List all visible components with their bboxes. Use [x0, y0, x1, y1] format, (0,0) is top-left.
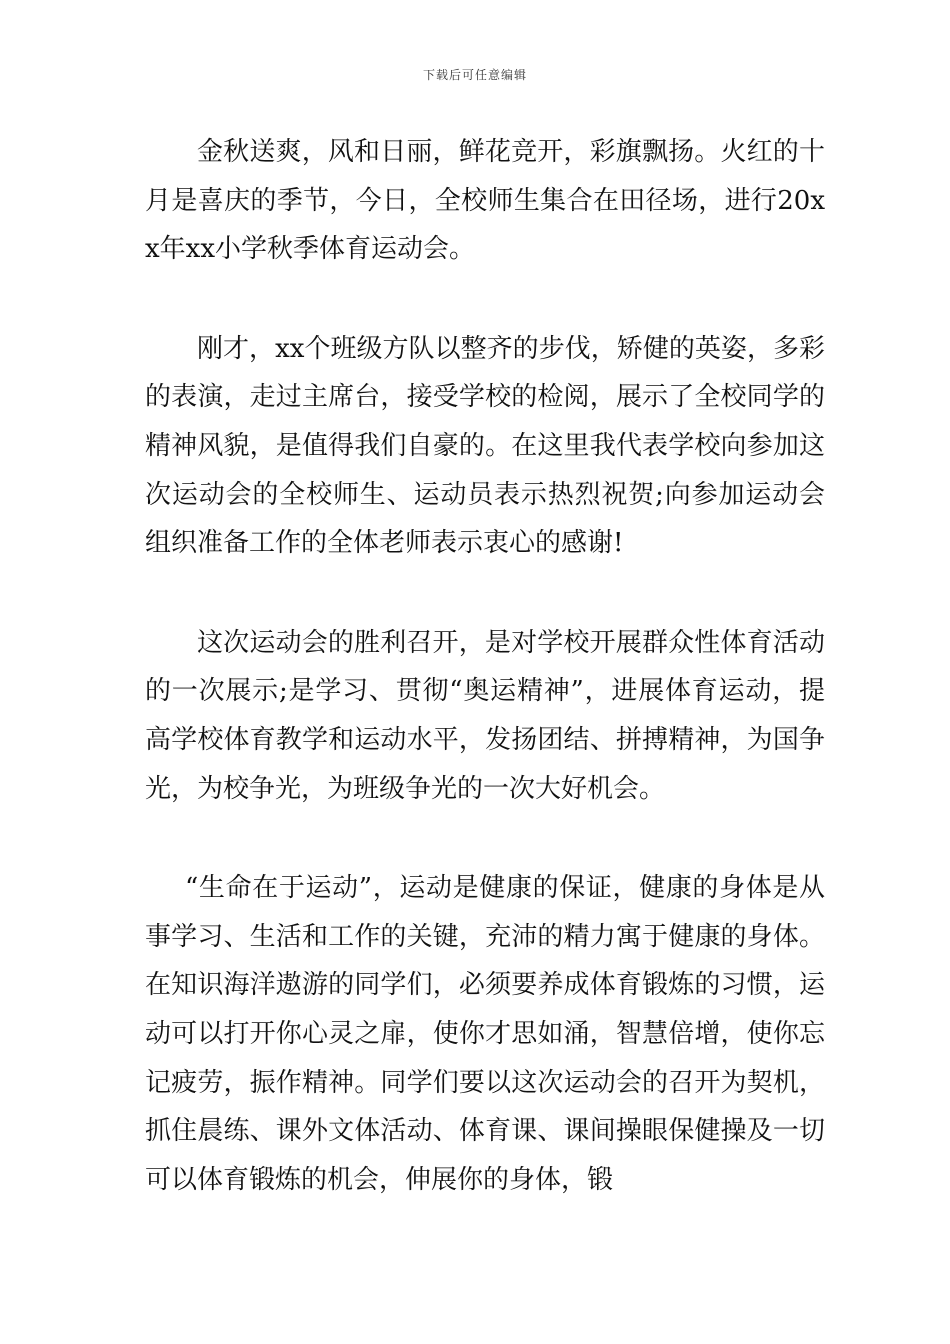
header-note: 下载后可任意编辑 [422, 68, 527, 82]
paragraph-4: “生命在于运动”，运动是健康的保证，健康的身体是从事学习、生活和工作的关键，充沛的精力寓于健康的身体。在知识海洋遨游的同学们，必须要养成体育锻炼的习惯，运动可以打开你心灵之扉，使你才思如涌，智慧倍增，使你忘记疲劳，振作精神。同学们要以这次运动会的召开为契机，抓住晨练、课外文体活动、体育课、课间操眼保健操及一切可以体育锻炼的机会，伸展你的身体，锻 [145, 873, 825, 1195]
paragraph-3: 这次运动会的胜利召开，是对学校开展群众性体育活动的一次展示;是学习、贯彻“奥运精神”，进展体育运动，提高学校体育教学和运动水平，发扬团结、拼搏精神，为国争光，为校争光，为班级争光的一次大好机会。 [145, 627, 825, 804]
paragraph-2: 刚才，xx个班级方队以整齐的步伐，矫健的英姿，多彩的表演，走过主席台，接受学校的检阅，展示了全校同学的精神风貌，是值得我们自豪的。在这里我代表学校向参加这次运动会的全校师生、运动员表示热烈祝贺;向参加运动会组织准备工作的全体老师表示衷心的感谢! [145, 333, 825, 559]
paragraph-1: 金秋送爽，风和日丽，鲜花竞开，彩旗飘扬。火红的十月是喜庆的季节，今日，全校师生集合在田径场，进行20xx年xx小学秋季体育运动会。 [145, 137, 825, 265]
document-body [145, 128, 825, 1255]
